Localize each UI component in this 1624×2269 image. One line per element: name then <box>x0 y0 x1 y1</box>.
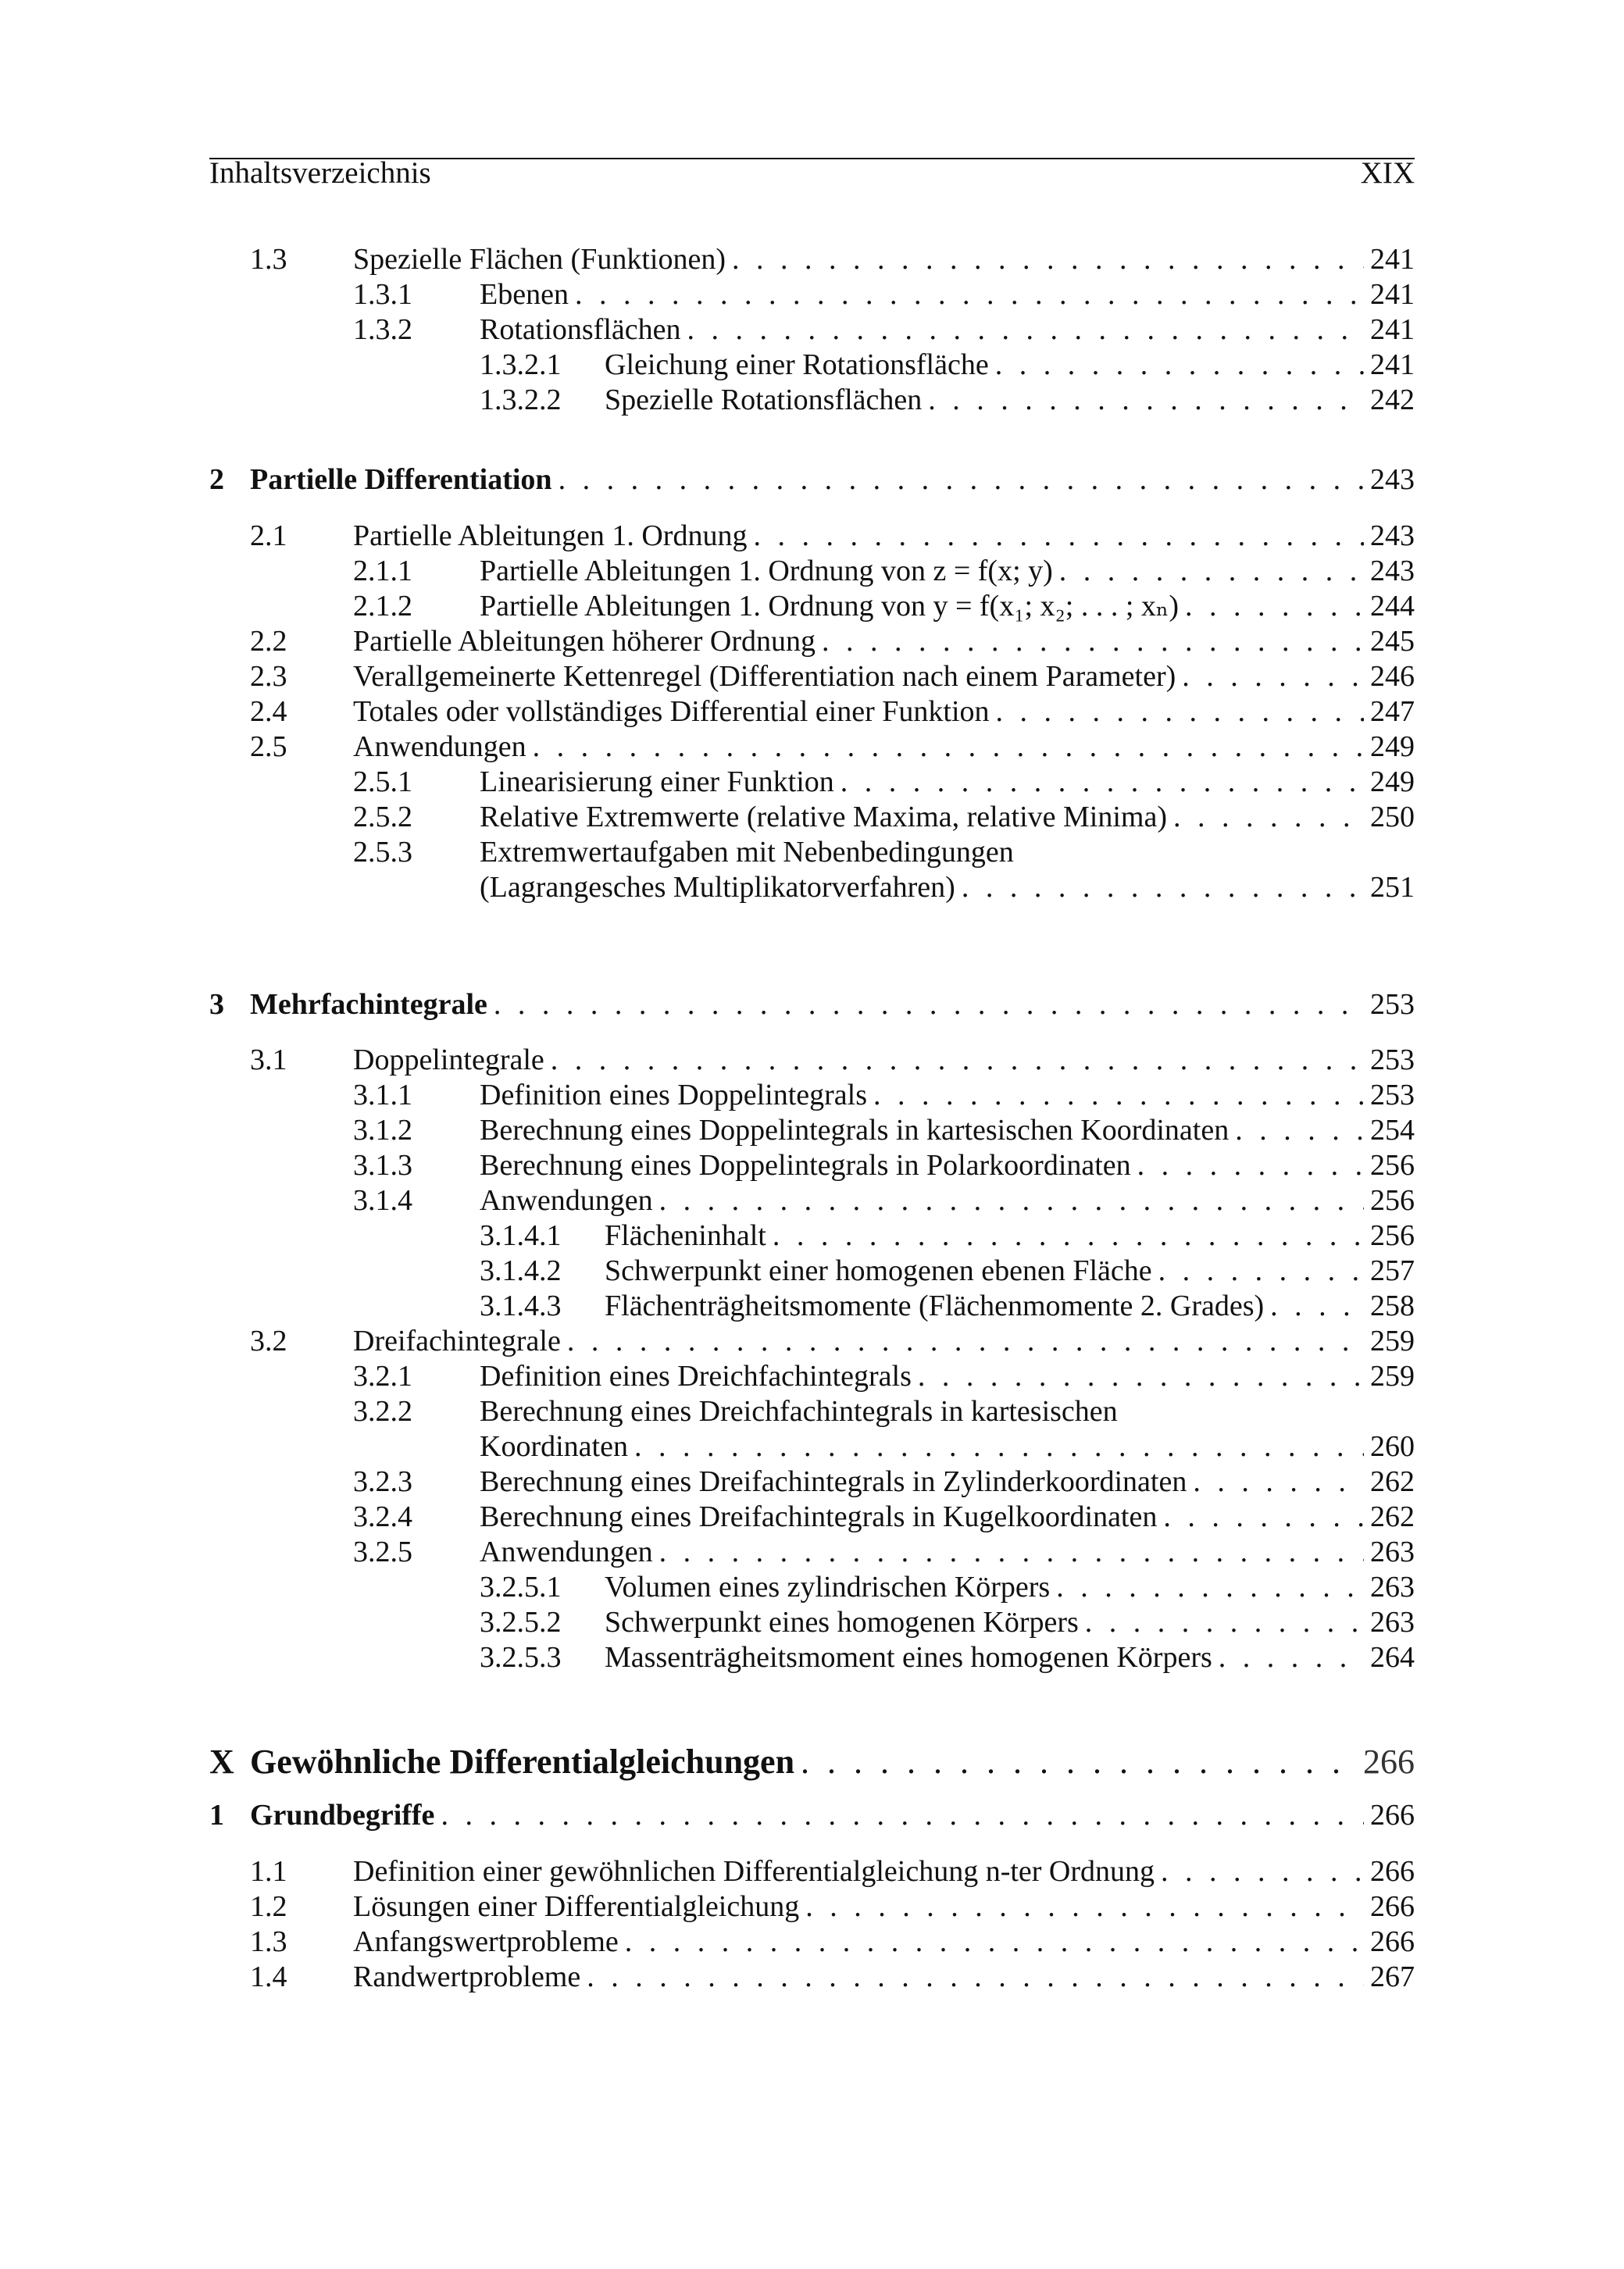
toc-chapter-title: Gewöhnliche Differentialgleichungen <box>250 1742 801 1782</box>
toc-entry-page: 263 <box>1364 1605 1415 1639</box>
toc-entry <box>209 1183 1415 1218</box>
toc-entry-title: Randwertprobleme <box>353 1960 587 1994</box>
toc-entry-page: 263 <box>1364 1535 1415 1569</box>
toc-entry-page: 256 <box>1364 1183 1415 1218</box>
toc-entry-title: Koordinaten <box>480 1429 634 1464</box>
toc-entry-page: 266 <box>1364 1854 1415 1889</box>
toc-entry <box>209 1640 1415 1675</box>
toc-entry-title: Doppelintegrale <box>353 1043 551 1077</box>
toc-entry <box>209 730 1415 764</box>
toc-entry-page: 242 <box>1364 383 1415 417</box>
toc-entry-title: Anwendungen <box>480 1535 659 1569</box>
toc-entry-number: 1.3.2.2 <box>480 384 562 416</box>
toc-entry <box>209 1289 1415 1323</box>
toc-entry-number: 2.1.1 <box>353 555 412 587</box>
toc-entry-title: Berechnung eines Dreifachintegrals in Zylinderkoordinaten <box>480 1465 1193 1499</box>
toc-entry-page: 262 <box>1364 1465 1415 1499</box>
toc-entry-title: Dreifachintegrale <box>353 1324 567 1358</box>
toc-entry-title: Definition eines Doppelintegrals <box>480 1078 873 1112</box>
toc-entry-number: 3.2.1 <box>353 1360 412 1393</box>
toc-entry-number: 2.3 <box>250 660 287 693</box>
toc-entry <box>209 1324 1415 1358</box>
toc-entry-page: 241 <box>1364 312 1415 347</box>
toc-entry-title: Partielle Ableitungen 1. Ordnung von y = f(x₁; x₂; . . . ; xₙ) <box>480 589 1185 623</box>
toc-entry <box>209 694 1415 729</box>
toc-entry <box>209 383 1415 417</box>
toc-entry-title: Partielle Ableitungen 1. Ordnung <box>353 519 753 553</box>
toc-entry-page: 245 <box>1364 624 1415 658</box>
toc-entry-number: 1.2 <box>250 1890 287 1923</box>
toc-entry-page: 266 <box>1364 1925 1415 1959</box>
toc-entry <box>209 1148 1415 1183</box>
running-head <box>209 155 1415 190</box>
toc-entry-number: 3.1.4.1 <box>480 1219 562 1252</box>
toc-entry-page: 260 <box>1364 1429 1415 1464</box>
toc-entry <box>209 1570 1415 1604</box>
toc-entry-number: 3.1.3 <box>353 1149 412 1182</box>
toc-entry-page: 243 <box>1364 462 1415 497</box>
toc-entry-number: 3.1.4.2 <box>480 1254 562 1287</box>
toc-entry-page: 262 <box>1364 1500 1415 1534</box>
toc-entry-page: 267 <box>1364 1960 1415 1994</box>
toc-entry <box>209 1113 1415 1147</box>
toc-entry-page: 241 <box>1364 348 1415 382</box>
toc-entry-number: 3.2.5.3 <box>480 1641 562 1674</box>
toc-entry-title: Anwendungen <box>353 730 533 764</box>
toc-entry-page: 257 <box>1364 1254 1415 1288</box>
toc-entry-number: 3.2.2 <box>353 1395 412 1428</box>
toc-entry-page: 264 <box>1364 1640 1415 1675</box>
toc-entry <box>209 348 1415 382</box>
toc-entry-title: Spezielle Rotationsflächen <box>605 383 928 417</box>
toc-entry-number: 2.1.2 <box>353 590 412 623</box>
toc-entry <box>209 519 1415 553</box>
toc-entry-page: 241 <box>1364 277 1415 312</box>
toc-entry-title: Rotationsflächen <box>480 312 687 347</box>
toc-entry-number: 2.5.2 <box>353 801 412 833</box>
toc-entry-title: Gleichung einer Rotationsfläche <box>605 348 995 382</box>
toc-entry-page: 259 <box>1364 1359 1415 1393</box>
toc-entry <box>209 1043 1415 1077</box>
running-head-title: Inhaltsverzeichnis <box>209 156 431 190</box>
toc-entry <box>209 765 1415 799</box>
toc-section-heading <box>209 1798 1415 1832</box>
toc-entry-title: Partielle Ableitungen 1. Ordnung von z = f(x; y) <box>480 554 1059 588</box>
toc-entry <box>209 1394 1415 1429</box>
toc-entry <box>209 1925 1415 1959</box>
toc-entry-page: 253 <box>1364 1043 1415 1077</box>
toc-entry <box>209 659 1415 694</box>
toc-entry-number: 3.1.4.3 <box>480 1290 562 1322</box>
toc-entry-title: Berechnung eines Dreichfachintegrals in kartesischen <box>480 1394 1124 1429</box>
toc-entry <box>209 800 1415 834</box>
toc-entry <box>209 1218 1415 1253</box>
toc-entry <box>209 589 1415 623</box>
toc-entry-page: 266 <box>1357 1742 1415 1782</box>
toc-entry-title: Schwerpunkt eines homogenen Körpers <box>605 1605 1085 1639</box>
toc-entry-number: 1.3.2 <box>353 313 412 346</box>
toc-entry-number: 2.5.3 <box>353 836 412 869</box>
toc-entry-number: 2.5.1 <box>353 765 412 798</box>
toc-entry <box>209 1500 1415 1534</box>
toc-entry-number: 2 <box>209 463 224 496</box>
toc-entry-page: 256 <box>1364 1148 1415 1183</box>
toc-entry-title: Volumen eines zylindrischen Körpers <box>605 1570 1056 1604</box>
toc-entry-title: Lösungen einer Differentialgleichung <box>353 1889 805 1924</box>
toc-entry-page: 246 <box>1364 659 1415 694</box>
toc-entry-title: Anfangswertprobleme <box>353 1925 625 1959</box>
toc-entry-page: 243 <box>1364 519 1415 553</box>
toc-entry-number: 3.2.4 <box>353 1500 412 1533</box>
toc-entry <box>209 624 1415 658</box>
toc-entry-number: 3.1.4 <box>353 1184 412 1217</box>
toc-entry-page: 243 <box>1364 554 1415 588</box>
toc-entry-page: 249 <box>1364 730 1415 764</box>
toc-entry-page: 251 <box>1364 870 1415 904</box>
toc-entry-title: Linearisierung einer Funktion <box>480 765 841 799</box>
toc-entry-number: 2.4 <box>250 695 287 728</box>
toc-entry-number: 1.3.2.1 <box>480 348 562 381</box>
toc-entry-page: 241 <box>1364 242 1415 276</box>
toc-entry <box>209 1605 1415 1639</box>
toc-entry <box>209 1889 1415 1924</box>
toc-entry-continuation <box>209 870 1415 904</box>
toc-entry-page: 256 <box>1364 1218 1415 1253</box>
toc-entry-title: Grundbegriffe <box>250 1798 441 1832</box>
toc-entry-page: 247 <box>1364 694 1415 729</box>
toc-entry-page: 266 <box>1364 1889 1415 1924</box>
toc-entry-page: 253 <box>1364 1078 1415 1112</box>
toc-entry-number: 1.1 <box>250 1855 287 1888</box>
toc-entry <box>209 1854 1415 1889</box>
toc-entry-number: 2.5 <box>250 730 287 763</box>
toc-entry <box>209 1078 1415 1112</box>
toc-entry-title: Ebenen <box>480 277 575 312</box>
toc-entry-page: 244 <box>1364 589 1415 623</box>
toc-entry-title: (Lagrangesches Multiplikatorverfahren) <box>480 870 962 904</box>
toc-entry-number: 3.1.2 <box>353 1114 412 1147</box>
toc-entry-number: 2.2 <box>250 625 287 658</box>
toc-entry-title: Schwerpunkt einer homogenen ebenen Fläche <box>605 1254 1158 1288</box>
toc-entry-number: 1.4 <box>250 1960 287 1993</box>
toc-section-heading <box>209 987 1415 1022</box>
toc-entry-title: Definition eines Dreichfachintegrals <box>480 1359 918 1393</box>
toc-entry-title: Spezielle Flächen (Funktionen) <box>353 242 732 276</box>
toc-entry-page: 253 <box>1364 987 1415 1022</box>
toc-chapter-heading <box>209 1742 1415 1782</box>
toc-entry-title: Mehrfachintegrale <box>250 987 494 1022</box>
toc-entry-number: 3.2 <box>250 1325 287 1357</box>
toc-entry-number: 3.1 <box>250 1044 287 1076</box>
toc-entry-title: Totales oder vollständiges Differential einer Funktion <box>353 694 996 729</box>
toc-entry-number: 1.3 <box>250 243 287 276</box>
toc-entry-page: 254 <box>1364 1113 1415 1147</box>
toc-entry-title: Definition einer gewöhnlichen Differentialgleichung n-ter Ordnung <box>353 1854 1161 1889</box>
toc-entry <box>209 1465 1415 1499</box>
toc-entry <box>209 1359 1415 1393</box>
toc-entry-number: 3.2.5.2 <box>480 1606 562 1639</box>
toc-entry-title: Extremwertaufgaben mit Nebenbedingungen <box>480 835 1020 869</box>
toc-entry-title: Verallgemeinerte Kettenregel (Differentiation nach einem Parameter) <box>353 659 1182 694</box>
toc-entry-number: 1 <box>209 1799 224 1832</box>
toc-entry <box>209 1535 1415 1569</box>
toc-entry-title: Flächenträgheitsmomente (Flächenmomente 2. Grades) <box>605 1289 1270 1323</box>
toc-entry-title: Partielle Differentiation <box>250 462 559 497</box>
toc-entry-page: 258 <box>1364 1289 1415 1323</box>
toc-entry-number: 3.2.5 <box>353 1536 412 1568</box>
toc-entry <box>209 1960 1415 1994</box>
toc-entry-number: 2.1 <box>250 519 287 552</box>
toc-entry <box>209 1254 1415 1288</box>
toc-entry <box>209 312 1415 347</box>
running-head-page-number: XIX <box>1360 156 1415 190</box>
toc-entry-title: Flächeninhalt <box>605 1218 773 1253</box>
toc-entry-number: 1.3 <box>250 1925 287 1958</box>
toc-entry-title: Berechnung eines Doppelintegrals in kartesischen Koordinaten <box>480 1113 1235 1147</box>
toc-entry-page: 266 <box>1364 1798 1415 1832</box>
toc-entry-title: Massenträgheitsmoment eines homogenen Körpers <box>605 1640 1219 1675</box>
toc-entry-page: 250 <box>1364 800 1415 834</box>
toc-entry-number: 1.3.1 <box>353 278 412 311</box>
toc-entry-title: Berechnung eines Dreifachintegrals in Kugelkoordinaten <box>480 1500 1163 1534</box>
toc-entry <box>209 242 1415 276</box>
toc-chapter-number: X <box>209 1743 234 1781</box>
toc-entry-number: 3 <box>209 988 224 1021</box>
toc-entry-title: Anwendungen <box>480 1183 659 1218</box>
toc-entry-continuation <box>209 1429 1415 1464</box>
toc-entry-number: 3.1.1 <box>353 1079 412 1111</box>
toc-entry <box>209 835 1415 869</box>
toc-entry-title: Partielle Ableitungen höherer Ordnung <box>353 624 822 658</box>
toc-entry-page: 259 <box>1364 1324 1415 1358</box>
toc-entry-number: 3.2.3 <box>353 1465 412 1498</box>
toc-entry-title: Berechnung eines Doppelintegrals in Polarkoordinaten <box>480 1148 1137 1183</box>
toc-entry-page: 263 <box>1364 1570 1415 1604</box>
toc-entry-page: 249 <box>1364 765 1415 799</box>
toc-entry-title: Relative Extremwerte (relative Maxima, relative Minima) <box>480 800 1173 834</box>
toc-section-heading <box>209 462 1415 497</box>
toc-entry <box>209 554 1415 588</box>
toc-entry-number: 3.2.5.1 <box>480 1571 562 1604</box>
toc-entry <box>209 277 1415 312</box>
